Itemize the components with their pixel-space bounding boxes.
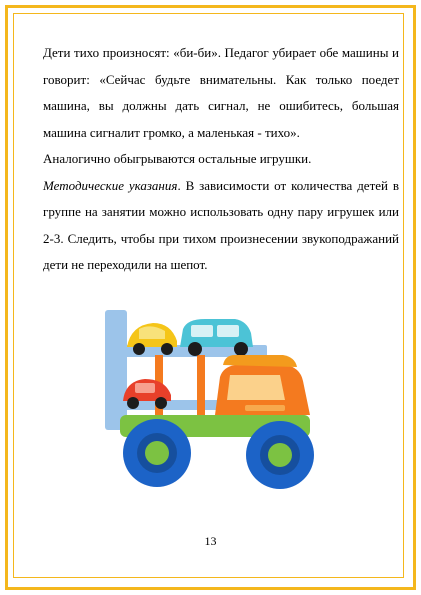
page-number: 13: [204, 534, 217, 548]
deck-support-right: [197, 355, 205, 425]
methodical-note-text: . В зависимости от количества детей в группе на занятии можно использовать одну пару игрушек или 2-3. Следить, чтобы при тихом произнесении звукоподражаний дети не переходили на шепот.: [43, 177, 399, 272]
paragraph-2: Аналогично обыгрываются остальные игрушки.: [43, 151, 312, 166]
ramp-back: [105, 310, 127, 430]
paragraph-1: Дети тихо произносят: «би-би». Педагог убирает обе машины и говорит: «Сейчас будьте внимательны. Как только поедет машина, вы должны дать сигнал, не ошибитесь, большая машина сигналит громко, а маленькая - тихо».: [43, 45, 399, 140]
truck-cab: [215, 355, 310, 415]
text-block: [43, 40, 399, 279]
rear-wheel: [123, 419, 191, 487]
toy-truck-illustration: [95, 305, 330, 510]
paragraph-3: [43, 173, 399, 279]
methodical-note-heading: Методические указания: [43, 177, 178, 193]
front-wheel: [246, 421, 314, 489]
